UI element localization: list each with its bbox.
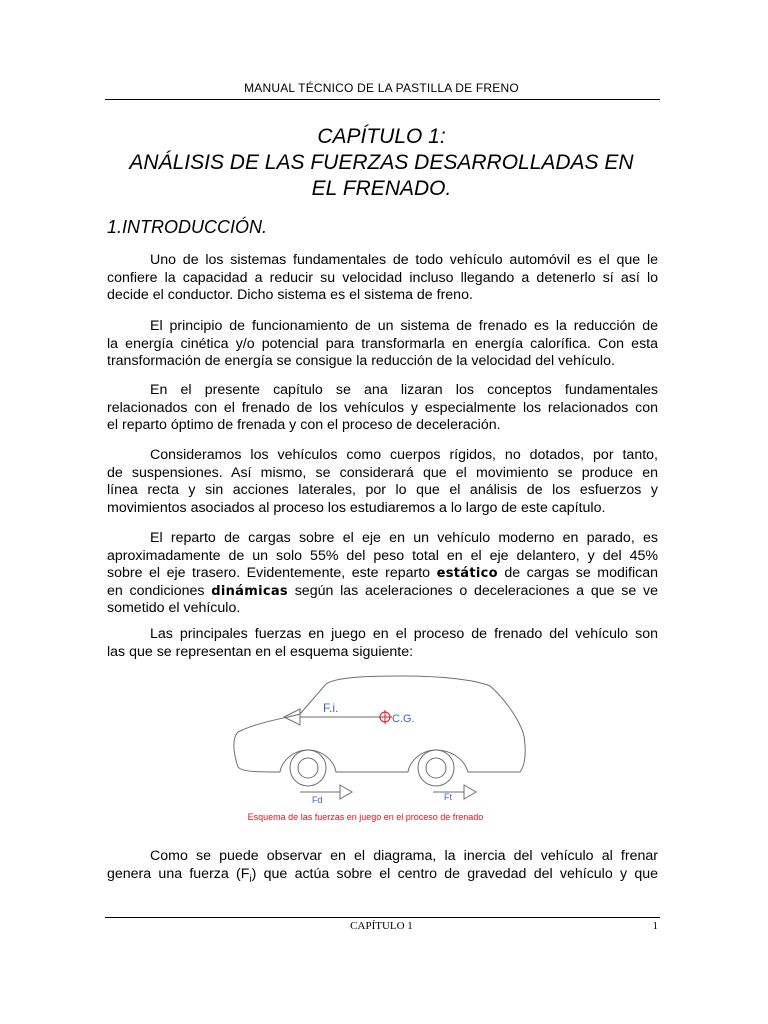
paragraph-line: el reparto óptimo de frenada y con el proceso de deceleración. <box>107 417 501 433</box>
front-wheel <box>290 750 326 786</box>
paragraph-6 <box>107 626 658 661</box>
text-run: sobre el eje trasero. Evidentemente, este reparto <box>107 565 437 581</box>
label-cg: C.G. <box>392 713 415 725</box>
section-heading: 1.INTRODUCCIÓN. <box>107 217 268 237</box>
page-number: 1 <box>652 920 658 932</box>
text-run: en condiciones <box>107 582 212 599</box>
keyword-dynamic: dinámicas <box>211 583 288 599</box>
paragraph-line <box>107 583 658 601</box>
paragraph-5 <box>107 530 658 618</box>
paragraph-line: aproximadamente de un solo 55% del peso total en el eje delantero, y del 45% <box>107 547 658 564</box>
paragraph-line: Consideramos los vehículos como cuerpos rígidos, no dotados, por tanto, <box>150 447 658 463</box>
paragraph-line: El reparto de cargas sobre el eje en un vehículo moderno en parado, es <box>150 530 658 546</box>
label-fd: Fd <box>312 795 323 805</box>
text-run: genera una fuerza (F <box>107 865 250 882</box>
keyword-static: estático <box>436 566 498 581</box>
paragraph-line: movimientos asociados al proceso los estudiaremos a lo largo de este capítulo. <box>107 499 606 516</box>
text-run: de cargas se modifican <box>497 565 658 581</box>
figure-caption: Esquema de las fuerzas en juego en el proceso de frenado <box>247 812 484 822</box>
paragraph-line <box>107 565 658 583</box>
paragraph-line: confiere la capacidad a reducir su velocidad incluso llegando a detenerlo sí así lo <box>107 269 658 286</box>
cg-marker-icon <box>378 710 392 724</box>
label-fi: F.i. <box>323 701 339 715</box>
footer-rule <box>105 917 660 918</box>
rear-force-arrow-head <box>464 785 476 799</box>
braking-forces-diagram <box>228 672 528 812</box>
paragraph-line: las que se representan en el esquema siguiente: <box>107 643 414 660</box>
paragraph-line: decide el conductor. Dicho sistema es el sistema de freno. <box>107 287 473 303</box>
front-force-arrow-head <box>340 785 352 799</box>
subscript-i: i <box>249 873 252 885</box>
paragraph-line: la energía cinética y/o potencial para transformarla en energía calorífica. Con esta <box>107 335 658 352</box>
paragraph-line: sometido el vehículo. <box>107 600 241 616</box>
paragraph-7 <box>107 848 658 888</box>
paragraph-line <box>107 866 658 888</box>
paragraph-line: El principio de funcionamiento de un sistema de frenado es la reducción de <box>150 318 658 334</box>
footer-chapter-label: CAPÍTULO 1 <box>350 920 413 932</box>
header-rule <box>105 99 660 100</box>
paragraph-line: relacionados con el frenado de los vehículos y especialmente los relacionados con <box>107 399 658 416</box>
text-run: según las aceleraciones o deceleraciones a que se ve <box>287 582 658 599</box>
paragraph-line: Uno de los sistemas fundamentales de todo vehículo automóvil es el que le <box>150 252 658 268</box>
front-wheel-hub <box>298 758 318 778</box>
running-header: MANUAL TÉCNICO DE LA PASTILLA DE FRENO <box>244 81 519 95</box>
chapter-title-line-1: CAPÍTULO 1: <box>317 125 446 148</box>
paragraph-line: Como se puede observar en el diagrama, la inercia del vehículo al frenar <box>150 848 658 864</box>
paragraph-2 <box>107 318 658 371</box>
paragraph-line: En el presente capítulo se ana lizaran los conceptos fundamentales <box>150 382 658 398</box>
paragraph-4 <box>107 447 658 517</box>
chapter-title <box>105 124 658 202</box>
paragraph-line: línea recta y sin acciones laterales, por lo que el análisis de los esfuerzos y <box>107 482 658 498</box>
car-body-outline <box>234 676 525 772</box>
paragraph-3 <box>107 382 658 435</box>
paragraph-line: transformación de energía se consigue la reducción de la velocidad del vehículo. <box>107 353 615 369</box>
paragraph-line: Las principales fuerzas en juego en el proceso de frenado del vehículo son <box>150 626 658 642</box>
paragraph-line: de suspensiones. Así mismo, se considerará que el movimiento se produce en <box>107 464 658 481</box>
rear-wheel <box>418 750 454 786</box>
text-run: ) que actúa sobre el centro de gravedad del vehículo y que <box>251 865 658 882</box>
chapter-title-line-3: EL FRENADO. <box>311 177 452 200</box>
chapter-title-line-2: ANÁLISIS DE LAS FUERZAS DESARROLLADAS EN <box>129 151 634 174</box>
label-ft: Ft <box>444 792 452 802</box>
paragraph-1 <box>107 252 658 305</box>
rear-wheel-hub <box>426 758 446 778</box>
